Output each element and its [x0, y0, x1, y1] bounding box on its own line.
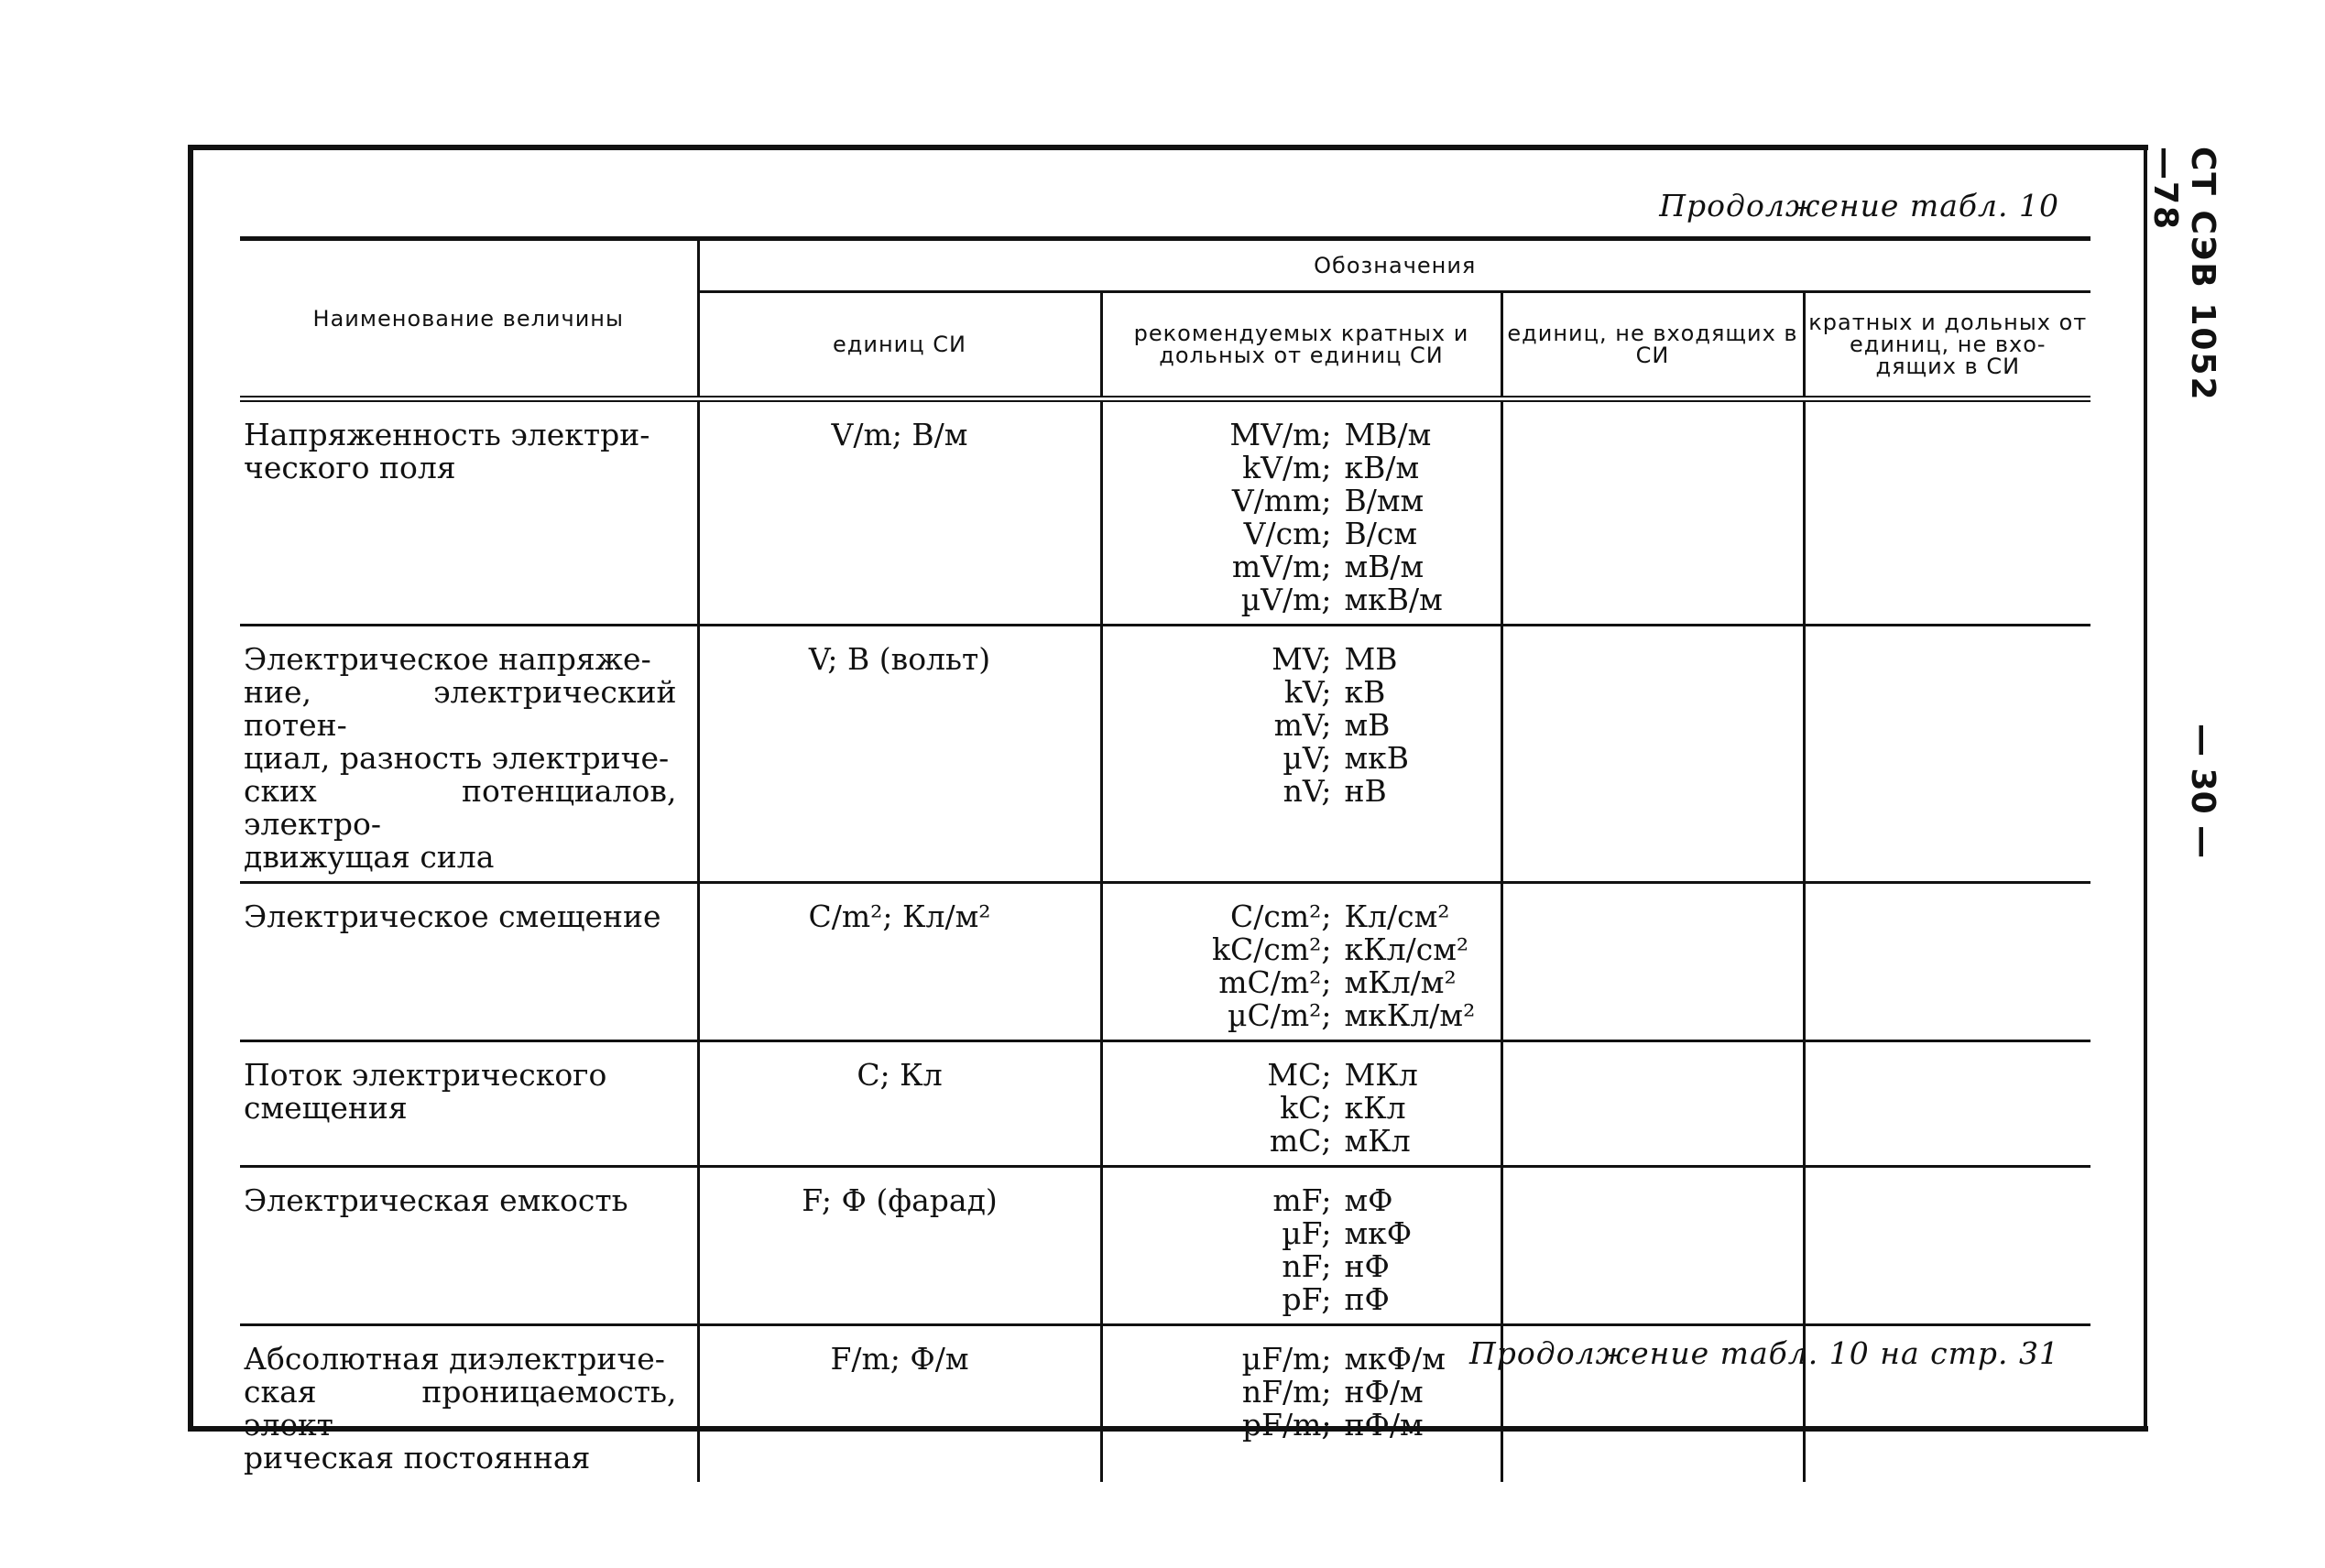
multiple-unit-international: kC;	[1280, 1090, 1332, 1126]
header-si-units: единиц СИ	[698, 292, 1101, 399]
non-si-multiples-cell	[1804, 399, 2090, 626]
multiple-unit-line	[1167, 1250, 1500, 1283]
quantity-name-line: Электрическое напряже-	[244, 641, 651, 677]
multiple-unit-russian: нФ/м	[1344, 1374, 1424, 1410]
non-si-multiples-cell	[1804, 1167, 2090, 1325]
multiple-unit-russian: мкКл/м²	[1344, 997, 1476, 1033]
quantity-name-cell	[240, 399, 698, 626]
quantity-name-line: Напряженность электри-	[244, 417, 650, 452]
table-row	[240, 1041, 2090, 1167]
multiple-unit-line	[1167, 419, 1500, 452]
multiple-unit-international: µF;	[1282, 1215, 1332, 1251]
quantity-name-line: Электрическое смещение	[244, 898, 661, 934]
margin-rule	[2144, 145, 2147, 1432]
multiple-unit-international: C/cm²;	[1230, 898, 1332, 934]
header-recommended-multiples: рекомендуемых кратных и дольных от единиц СИ	[1101, 292, 1501, 399]
multiple-unit-russian: мВ	[1344, 707, 1391, 743]
table-row	[240, 883, 2090, 1041]
units-table-container	[240, 236, 2090, 1482]
multiple-unit-russian: мКл	[1344, 1123, 1411, 1159]
multiple-unit-international: V/cm;	[1243, 516, 1332, 551]
quantity-name-line: движущая сила	[244, 839, 495, 875]
quantity-name-line: смещения	[244, 1090, 408, 1126]
page-number: — 30 —	[2184, 724, 2221, 859]
non-si-unit-cell	[1501, 626, 1804, 883]
multiple-unit-russian: кВ	[1344, 674, 1386, 710]
multiple-unit-international: V/mm;	[1231, 483, 1332, 518]
multiple-unit-line	[1167, 550, 1500, 583]
multiple-unit-russian: кВ/м	[1344, 450, 1420, 485]
multiple-unit-russian: В/мм	[1344, 483, 1424, 518]
multiple-unit-international: pF/m;	[1241, 1407, 1332, 1443]
multiple-unit-international: mF;	[1272, 1182, 1332, 1218]
non-si-unit-cell	[1501, 1167, 1804, 1325]
multiple-unit-international: kV/m;	[1242, 450, 1332, 485]
si-unit-cell: V; В (вольт)	[698, 626, 1101, 883]
multiple-unit-line	[1167, 485, 1500, 517]
multiple-unit-international: mC/m²;	[1218, 964, 1332, 1000]
non-si-unit-cell	[1501, 1041, 1804, 1167]
recommended-multiples-cell	[1101, 1041, 1501, 1167]
header-designations: Обозначения	[698, 239, 2090, 292]
multiple-unit-russian: мкВ/м	[1344, 582, 1443, 617]
multiple-unit-international: MV/m;	[1229, 417, 1332, 452]
recommended-multiples-cell	[1101, 399, 1501, 626]
table-row	[240, 1167, 2090, 1325]
recommended-multiples-cell	[1101, 626, 1501, 883]
multiple-unit-line	[1167, 742, 1500, 775]
multiple-unit-international: nV;	[1283, 773, 1332, 809]
table-header	[240, 239, 2090, 399]
multiple-unit-international: nF;	[1282, 1248, 1332, 1284]
header-non-si-units: единиц, не входящих в СИ	[1501, 292, 1804, 399]
multiple-unit-line	[1167, 999, 1500, 1032]
table-continuation-caption: Продолжение табл. 10	[1659, 188, 2059, 223]
si-unit-cell: C/m²; Кл/м²	[698, 883, 1101, 1041]
si-unit-cell: C; Кл	[698, 1041, 1101, 1167]
multiple-unit-line	[1167, 676, 1500, 709]
quantity-name-line: Электрическая емкость	[244, 1182, 628, 1218]
quantity-name-line: ние, электрический потен-	[244, 674, 677, 743]
quantity-name-cell	[240, 1041, 698, 1167]
recommended-multiples-cell	[1101, 1325, 1501, 1483]
quantity-name-cell	[240, 1325, 698, 1483]
multiple-unit-russian: кКл/см²	[1344, 931, 1469, 967]
table-body	[240, 399, 2090, 1483]
multiple-unit-international: kV;	[1283, 674, 1332, 710]
multiple-unit-line	[1167, 1343, 1500, 1376]
multiple-unit-russian: нВ	[1344, 773, 1387, 809]
multiple-unit-russian: мВ/м	[1344, 549, 1424, 584]
multiple-unit-international: MC;	[1267, 1057, 1332, 1093]
multiple-unit-line	[1167, 1059, 1500, 1092]
multiple-unit-line	[1167, 1125, 1500, 1158]
quantity-name-cell	[240, 883, 698, 1041]
multiple-unit-russian: мкВ	[1344, 740, 1410, 776]
quantity-name-line: ских потенциалов, электро-	[244, 773, 677, 842]
multiple-unit-russian: мкФ	[1344, 1215, 1413, 1251]
standard-designation: СТ СЭВ 1052—78	[2146, 147, 2221, 402]
multiple-unit-international: mV/m;	[1231, 549, 1332, 584]
multiple-unit-russian: пФ/м	[1344, 1407, 1424, 1443]
multiple-unit-line	[1167, 643, 1500, 676]
multiple-unit-line	[1167, 709, 1500, 742]
multiple-unit-russian: МВ	[1344, 641, 1398, 677]
quantity-name-line: рическая постоянная	[244, 1440, 591, 1475]
multiple-unit-international: mC;	[1269, 1123, 1332, 1159]
quantity-name-line: ская проницаемость, элект-	[244, 1374, 677, 1443]
non-si-unit-cell	[1501, 399, 1804, 626]
header-non-si-multiples: кратных и дольных от единиц, не вхо- дящих в СИ	[1804, 292, 2090, 399]
multiple-unit-russian: мкФ/м	[1344, 1341, 1446, 1377]
multiple-unit-line	[1167, 775, 1500, 808]
quantity-name-cell	[240, 626, 698, 883]
multiple-unit-line	[1167, 1409, 1500, 1442]
multiple-unit-international: µV;	[1283, 740, 1332, 776]
non-si-multiples-cell	[1804, 883, 2090, 1041]
multiple-unit-russian: МКл	[1344, 1057, 1418, 1093]
quantity-name-cell	[240, 1167, 698, 1325]
quantity-name-line: Абсолютная диэлектриче-	[244, 1341, 665, 1377]
multiple-unit-international: nF/m;	[1241, 1374, 1332, 1410]
multiple-unit-line	[1167, 1092, 1500, 1125]
continued-on-next-page-caption: Продолжение табл. 10 на стр. 31	[1469, 1335, 2059, 1371]
multiple-unit-russian: Кл/см²	[1344, 898, 1450, 934]
si-unit-cell: F/m; Ф/м	[698, 1325, 1101, 1483]
multiple-unit-international: mV;	[1273, 707, 1332, 743]
table-row	[240, 399, 2090, 626]
multiple-unit-international: µV/m;	[1240, 582, 1332, 617]
si-unit-cell: V/m; В/м	[698, 399, 1101, 626]
multiple-unit-russian: кКл	[1344, 1090, 1406, 1126]
multiple-unit-russian: мКл/м²	[1344, 964, 1457, 1000]
quantity-name-line: ческого поля	[244, 450, 456, 485]
multiple-unit-international: µF/m;	[1241, 1341, 1332, 1377]
multiple-unit-line	[1167, 452, 1500, 485]
multiple-unit-line	[1167, 1217, 1500, 1250]
multiple-unit-international: µC/m²;	[1228, 997, 1332, 1033]
multiple-unit-line	[1167, 1184, 1500, 1217]
multiple-unit-international: pF;	[1282, 1281, 1332, 1317]
header-quantity-name: Наименование величины	[240, 239, 698, 399]
recommended-multiples-cell	[1101, 1167, 1501, 1325]
multiple-unit-line	[1167, 1376, 1500, 1409]
multiple-unit-line	[1167, 1283, 1500, 1316]
non-si-multiples-cell	[1804, 1041, 2090, 1167]
multiple-unit-line	[1167, 583, 1500, 616]
quantity-name-line: циал, разность электриче-	[244, 740, 670, 776]
multiple-unit-line	[1167, 966, 1500, 999]
multiple-unit-russian: нФ	[1344, 1248, 1390, 1284]
multiple-unit-russian: МВ/м	[1344, 417, 1432, 452]
multiple-unit-line	[1167, 933, 1500, 966]
multiple-unit-russian: мФ	[1344, 1182, 1393, 1218]
si-unit-cell: F; Ф (фарад)	[698, 1167, 1101, 1325]
quantity-name-line: Поток электрического	[244, 1057, 607, 1093]
non-si-multiples-cell	[1804, 626, 2090, 883]
multiple-unit-russian: В/см	[1344, 516, 1418, 551]
multiple-unit-russian: пФ	[1344, 1281, 1390, 1317]
recommended-multiples-cell	[1101, 883, 1501, 1041]
units-table	[240, 236, 2090, 1482]
multiple-unit-international: kC/cm²;	[1212, 931, 1332, 967]
table-row	[240, 626, 2090, 883]
non-si-unit-cell	[1501, 883, 1804, 1041]
multiple-unit-line	[1167, 517, 1500, 550]
multiple-unit-line	[1167, 900, 1500, 933]
multiple-unit-international: MV;	[1272, 641, 1332, 677]
